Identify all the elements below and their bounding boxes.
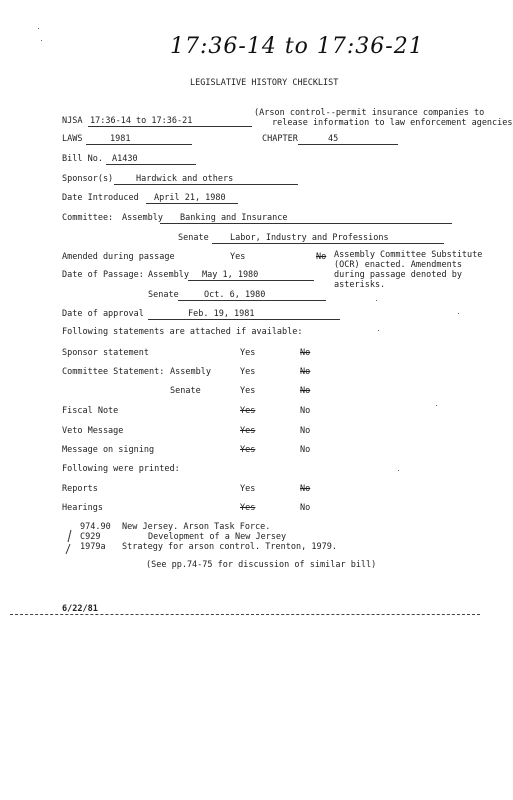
committee-statement-assembly-yes: Yes [240,367,256,377]
sponsor-value: Hardwick and others [114,174,298,185]
citation-line-3: Strategy for arson control. Trenton, 1979. [122,542,337,552]
veto-message-no: No [300,426,311,436]
hearings-no: No [300,503,311,513]
veto-message-yes: Yes [240,426,256,436]
reports-label: Reports [62,484,98,494]
amend-note-line-2: (OCR) enacted. Amendments [334,260,462,270]
approval-label: Date of approval [62,309,144,319]
scan-speck [38,28,39,29]
amend-note-line-3: during passage denoted by [334,270,462,280]
njsa-value: 17:36-14 to 17:36-21 [88,116,252,127]
reports-no: No [300,484,311,494]
sponsor-statement-yes: Yes [240,348,256,358]
dashed-rule [10,614,480,615]
fiscal-note-yes: Yes [240,406,256,416]
committee-senate-label: Senate [178,233,209,243]
committee-statement-senate-no: No [300,386,311,396]
committee-assembly-value: Banking and Insurance [160,213,452,224]
scan-speck [458,313,459,314]
see-note: (See pp.74-75 for discussion of similar bill) [146,560,377,570]
committee-statement-assembly-label: Assembly [170,367,211,377]
sponsor-statement-label: Sponsor statement [62,348,149,358]
hearings-label: Hearings [62,503,103,513]
citation-call-2: C929 [80,532,101,542]
passage-label: Date of Passage: [62,270,144,280]
chapter-label: CHAPTER [262,134,298,144]
printed-heading: Following were printed: [62,464,180,474]
passage-senate-label: Senate [148,290,179,300]
laws-value: 1981 [86,134,192,145]
passage-assembly-label: Assembly [148,270,189,280]
committee-statement-label: Committee Statement: [62,367,165,377]
amended-yes: Yes [230,252,246,262]
date-introduced-label: Date Introduced [62,193,139,203]
description-line-2: release information to law enforcement agencies [272,118,513,128]
signing-message-no: No [300,445,311,455]
citation-line-1: New Jersey. Arson Task Force. [122,522,271,532]
chapter-value: 45 [298,134,398,145]
signing-message-yes: Yes [240,445,256,455]
scan-speck [398,470,399,471]
passage-senate-value: Oct. 6, 1980 [178,290,326,301]
veto-message-label: Veto Message [62,426,124,436]
fiscal-note-label: Fiscal Note [62,406,119,416]
bill-value: A1430 [106,154,196,165]
amended-no: No [316,252,327,262]
committee-label: Committee: [62,213,114,223]
sponsor-label: Sponsor(s) [62,174,114,184]
passage-assembly-value: May 1, 1980 [188,270,314,281]
committee-statement-senate-label: Senate [170,386,201,396]
amend-note-line-4: asterisks. [334,280,386,290]
signing-message-label: Message on signing [62,445,155,455]
laws-label: LAWS [62,134,83,144]
approval-value: Feb. 19, 1981 [148,309,340,320]
committee-assembly-label: Assembly [122,213,163,223]
amended-label: Amended during passage [62,252,175,262]
committee-statement-senate-yes: Yes [240,386,256,396]
sponsor-statement-no: No [300,348,311,358]
scan-speck [436,405,437,406]
scan-speck [41,40,42,41]
reports-yes: Yes [240,484,256,494]
scan-speck [378,330,379,331]
amend-note-line-1: Assembly Committee Substitute [334,250,483,260]
description-line-1: (Arson control--permit insurance companies to [254,108,485,118]
citation-line-2: Development of a New Jersey [148,532,287,542]
scan-speck [376,300,377,301]
fiscal-note-no: No [300,406,311,416]
bill-label: Bill No. [62,154,103,164]
committee-senate-value: Labor, Industry and Professions [212,233,444,244]
hearings-yes: Yes [240,503,256,513]
committee-statement-assembly-no: No [300,367,311,377]
njsa-label: NJSA [62,116,83,126]
handwritten-title: 17:36-14 to 17:36-21 [170,34,424,59]
citation-call-1: 974.90 [80,522,111,532]
citation-call-3: 1979a [80,542,106,552]
page-heading: LEGISLATIVE HISTORY CHECKLIST [190,78,339,88]
handwritten-mark [64,528,74,556]
attached-heading: Following statements are attached if available: [62,327,303,337]
footer-date: 6/22/81 [62,604,98,614]
date-introduced-value: April 21, 1980 [146,193,238,204]
